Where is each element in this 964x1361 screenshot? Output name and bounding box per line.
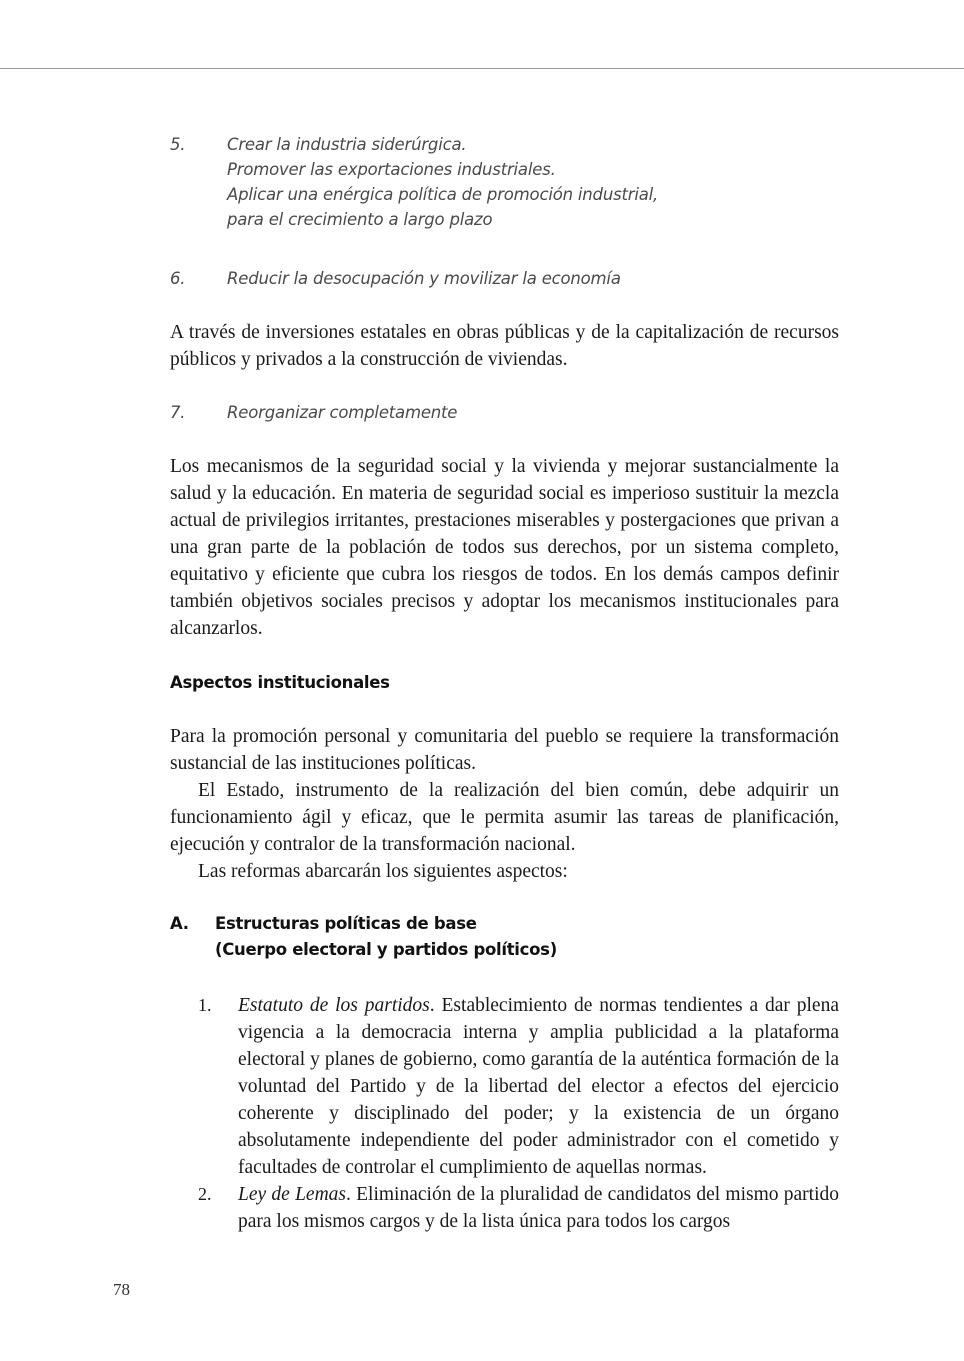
objective-line: Reorganizar completamente [227,403,458,422]
page-number: 78 [113,1280,130,1299]
objective-5 [170,132,839,232]
list-item-number: 1. [198,995,212,1015]
list-item-body: . Establecimiento de normas tendientes a dar plena vigencia a la democracia interna y amplia publicidad a la plataforma electoral y planes de gobierno, como garantía de la auténtica formación de la voluntad del Partido y de la libertad del elector a efectos del ejercicio coherente y disciplinado del poder; y la existencia de un órgano absolutamente independiente del poder administrador con el cometido y facultades de controlar el cumplimiento de aquellas normas. [238,995,839,1178]
page-content [170,132,839,1235]
objective-6 [170,266,839,291]
section-heading: Aspectos institucionales [170,673,390,692]
list-item [198,1181,839,1235]
list-item-text [238,992,839,1181]
objective-title [227,132,658,232]
section-title-line: (Cuerpo electoral y partidos políticos) [215,940,557,959]
body-paragraph: A través de inversiones estatales en obras públicas y de la capitalización de recursos públicos y privados a la construcción de viviendas. [170,322,839,370]
list-item-title: Estatuto de los partidos [238,995,430,1016]
list-item-title: Ley de Lemas [238,1184,346,1205]
objective-number: 6. [170,269,186,288]
body-paragraph: Para la promoción personal y comunitaria del pueblo se requiere la transformación sustancial de las instituciones políticas. [170,726,839,774]
objective-line: Reducir la desocupación y movilizar la economía [227,269,621,288]
objective-line: Promover las exportaciones industriales. [227,160,556,179]
objective-title [227,400,457,425]
body-paragraph: El Estado, instrumento de la realización del bien común, debe adquirir un funcionamiento ágil y eficaz, que le permita asumir las tareas de planificación, ejecución y contralor de la transformación nacional. [170,780,839,855]
objective-line: para el crecimiento a largo plazo [227,210,493,229]
section-letter: A. [170,914,189,933]
body-paragraph: Las reformas abarcarán los siguientes aspectos: [198,861,568,882]
list-item-body: . Eliminación de la pluralidad de candidatos del mismo partido para los mismos cargos y de la lista única para todos los cargos [238,1184,839,1232]
section-a-heading [170,911,839,963]
list-item [198,992,839,1181]
header-rule [0,68,964,69]
objective-number: 7. [170,403,186,422]
section-title [215,911,557,963]
objective-line: Aplicar una enérgica política de promoción industrial, [227,185,659,204]
objective-7 [170,400,839,425]
section-title-line: Estructuras políticas de base [215,914,477,933]
objective-title [227,266,621,291]
list-item-text [238,1181,839,1235]
objective-number: 5. [170,135,186,154]
body-paragraph: Los mecanismos de la seguridad social y la vivienda y mejorar sustancialmente la salud y la educación. En materia de seguridad social es imperioso sustituir la mezcla actual de privilegios irritantes, prestaciones miserables y postergaciones que privan a una gran parte de la población de todos sus derechos, por un sistema completo, equitativo y eficiente que cubra los riesgos de todos. En los demás campos definir también objetivos sociales precisos y adoptar los mecanismos institucionales para alcanzarlos. [170,456,839,639]
list-item-number: 2. [198,1184,212,1204]
objective-line: Crear la industria siderúrgica. [227,135,467,154]
